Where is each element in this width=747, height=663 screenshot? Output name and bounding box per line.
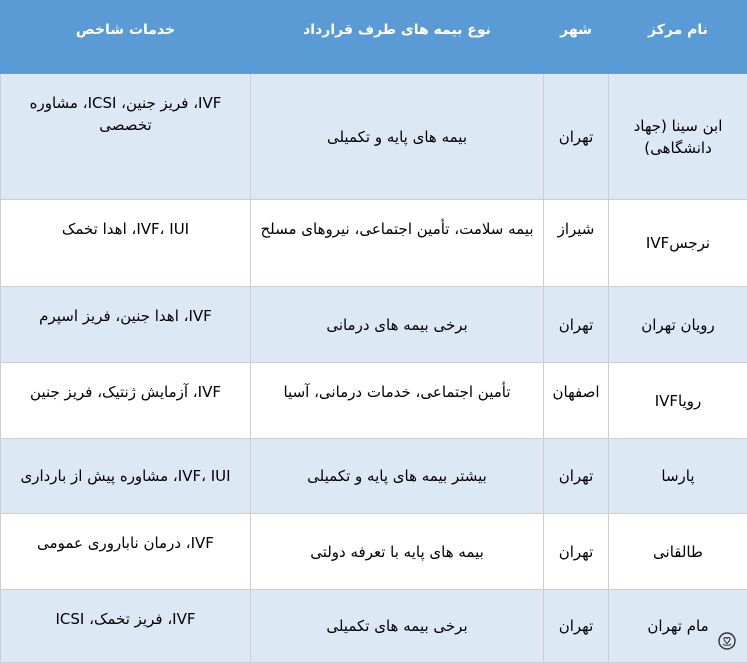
table-row xyxy=(1,200,747,287)
cell-services: IVF، آزمایش ژنتیک، فریز جنین xyxy=(1,363,251,439)
cell-city: تهران xyxy=(544,590,609,663)
cell-services: IVF، IUI، مشاوره پیش از بارداری xyxy=(1,439,251,514)
header-center-name: نام مرکز xyxy=(609,1,747,74)
cell-services: IVF، IUI، اهدا تخمک xyxy=(1,200,251,287)
table-row xyxy=(1,514,747,590)
cell-services: IVF، فریز تخمک، ICSI xyxy=(1,590,251,663)
table-row xyxy=(1,287,747,363)
cell-center-name: پارسا xyxy=(609,439,747,514)
table-row xyxy=(1,363,747,439)
table-row xyxy=(1,590,747,663)
cell-insurance: بیمه های پایه با تعرفه دولتی xyxy=(251,514,544,590)
cell-city: شیراز xyxy=(544,200,609,287)
header-row xyxy=(1,1,747,74)
brain-heart-logo-icon xyxy=(718,632,736,650)
header-city: شهر xyxy=(544,1,609,74)
cell-city: تهران xyxy=(544,287,609,363)
cell-insurance: برخی بیمه های تکمیلی xyxy=(251,590,544,663)
cell-services: IVF، درمان ناباروری عمومی xyxy=(1,514,251,590)
cell-center-name: نرجسIVF xyxy=(609,200,747,287)
header-services: خدمات شاخص xyxy=(1,1,251,74)
cell-city: تهران xyxy=(544,439,609,514)
cell-insurance: بیمه سلامت، تأمین اجتماعی، نیروهای مسلح xyxy=(251,200,544,287)
table-row xyxy=(1,74,747,200)
cell-city: تهران xyxy=(544,514,609,590)
cell-center-name: ابن سینا (جهاد دانشگاهی) xyxy=(609,74,747,200)
cell-city: اصفهان xyxy=(544,363,609,439)
cell-insurance: بیمه های پایه و تکمیلی xyxy=(251,74,544,200)
cell-insurance: بیشتر بیمه های پایه و تکمیلی xyxy=(251,439,544,514)
header-insurance: نوع بیمه های طرف قرارداد xyxy=(251,1,544,74)
cell-services: IVF، فریز جنین، ICSI، مشاوره تخصصی xyxy=(1,74,251,200)
cell-center-name: مام تهران xyxy=(609,590,747,663)
cell-center-name: رویان تهران xyxy=(609,287,747,363)
cell-center-name: طالقانی xyxy=(609,514,747,590)
cell-center-name: رویاIVF xyxy=(609,363,747,439)
cell-insurance: تأمین اجتماعی، خدمات درمانی، آسیا xyxy=(251,363,544,439)
cell-insurance: برخی بیمه های درمانی xyxy=(251,287,544,363)
cell-city: تهران xyxy=(544,74,609,200)
table-row xyxy=(1,439,747,514)
cell-services: IVF، اهدا جنین، فریز اسپرم xyxy=(1,287,251,363)
